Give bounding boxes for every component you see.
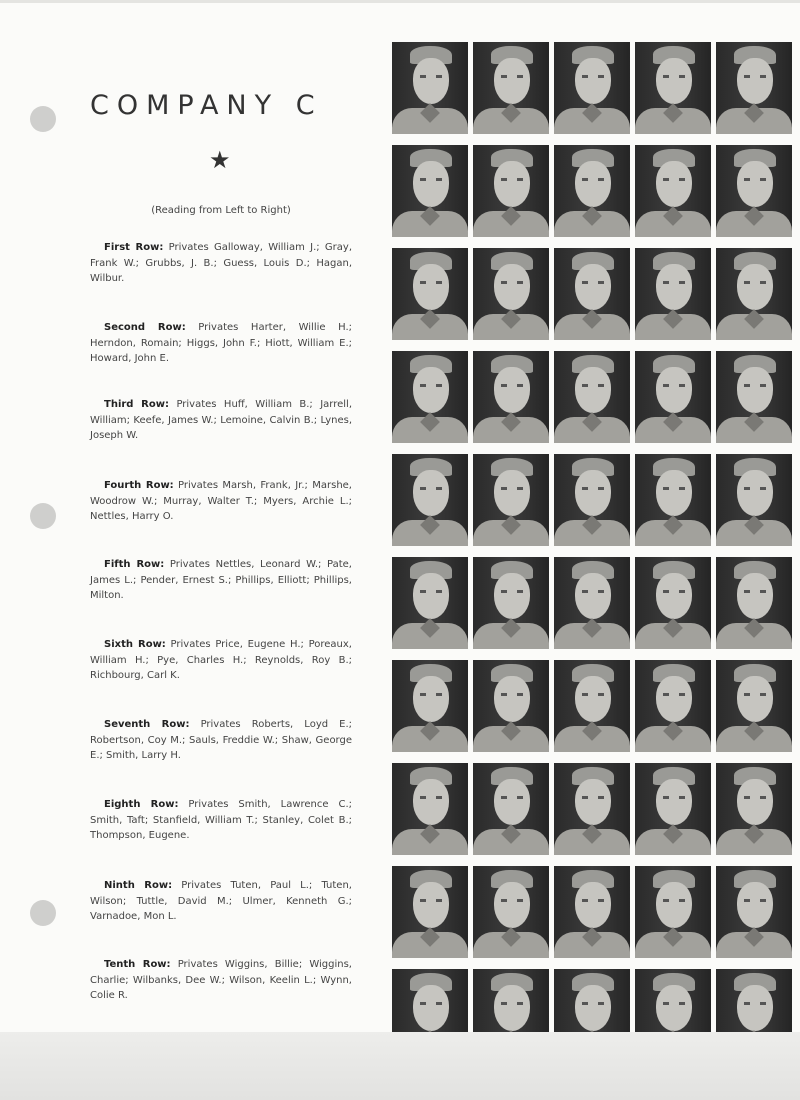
portrait-photo bbox=[392, 866, 468, 958]
portrait-eyes bbox=[501, 178, 523, 181]
portrait-photo bbox=[554, 763, 630, 855]
portrait-face bbox=[413, 779, 449, 825]
portrait-face bbox=[494, 779, 530, 825]
star-icon: ★ bbox=[209, 146, 231, 174]
row-caption-9 bbox=[90, 878, 352, 925]
portrait-eyes bbox=[582, 178, 604, 181]
portrait-eyes bbox=[420, 178, 442, 181]
portrait-eyes bbox=[744, 1002, 766, 1005]
portrait-eyes bbox=[582, 899, 604, 902]
portrait-face bbox=[413, 882, 449, 928]
portrait-eyes bbox=[582, 487, 604, 490]
portrait-eyes bbox=[744, 178, 766, 181]
portrait-face bbox=[494, 161, 530, 207]
row-label: Seventh Row: bbox=[104, 719, 190, 730]
portrait-eyes bbox=[663, 487, 685, 490]
portrait-eyes bbox=[420, 899, 442, 902]
portrait-face bbox=[575, 470, 611, 516]
portrait-eyes bbox=[744, 899, 766, 902]
portrait-face bbox=[575, 573, 611, 619]
portrait-face bbox=[656, 264, 692, 310]
portrait-photo bbox=[392, 351, 468, 443]
portrait-eyes bbox=[420, 796, 442, 799]
portrait-photo bbox=[392, 660, 468, 752]
portrait-eyes bbox=[663, 75, 685, 78]
portrait-eyes bbox=[420, 75, 442, 78]
row-names: Privates Harter, Willie H.; Herndon, Romain; Higgs, John F.; Hiott, William E.; Howard, John E. bbox=[90, 322, 352, 364]
portrait-face bbox=[737, 573, 773, 619]
portrait-face bbox=[575, 161, 611, 207]
portrait-face bbox=[737, 264, 773, 310]
row-names: Privates Marsh, Frank, Jr.; Marshe, Woodrow W.; Murray, Walter T.; Myers, Archie L.; Nettles, Harry O. bbox=[90, 480, 352, 522]
portrait-photo bbox=[716, 351, 792, 443]
portrait-face bbox=[656, 882, 692, 928]
portrait-face bbox=[413, 58, 449, 104]
portrait-photo bbox=[635, 145, 711, 237]
row-label: Third Row: bbox=[104, 399, 169, 410]
reading-note: (Reading from Left to Right) bbox=[151, 205, 291, 216]
portrait-face bbox=[737, 470, 773, 516]
row-names: Privates Nettles, Leonard W.; Pate, James L.; Pender, Ernest S.; Phillips, Elliott; Phillips, Milton. bbox=[90, 559, 352, 601]
portrait-photo bbox=[635, 351, 711, 443]
portrait-face bbox=[737, 161, 773, 207]
portrait-face bbox=[737, 367, 773, 413]
portrait-eyes bbox=[582, 384, 604, 387]
portrait-photo bbox=[635, 454, 711, 546]
row-names: Privates Roberts, Loyd E.; Robertson, Coy M.; Sauls, Freddie W.; Shaw, George E.; Smith, Larry H. bbox=[90, 719, 353, 761]
portrait-eyes bbox=[663, 384, 685, 387]
portrait-photo bbox=[473, 557, 549, 649]
portrait-eyes bbox=[582, 75, 604, 78]
row-caption-7 bbox=[90, 717, 352, 764]
portrait-eyes bbox=[663, 281, 685, 284]
portrait-eyes bbox=[420, 1002, 442, 1005]
portrait-face bbox=[413, 161, 449, 207]
binder-hole bbox=[30, 503, 56, 529]
portrait-eyes bbox=[582, 281, 604, 284]
portrait-eyes bbox=[501, 487, 523, 490]
page-title: COMPANY C bbox=[90, 90, 323, 121]
portrait-photo bbox=[635, 763, 711, 855]
portrait-eyes bbox=[420, 281, 442, 284]
portrait-face bbox=[656, 573, 692, 619]
portrait-face bbox=[575, 367, 611, 413]
portrait-photo bbox=[554, 660, 630, 752]
row-names: Privates Wiggins, Billie; Wiggins, Charlie; Wilbanks, Dee W.; Wilson, Keelin L.; Wynn, Colie R. bbox=[90, 959, 352, 1001]
portrait-face bbox=[413, 264, 449, 310]
portrait-photo bbox=[473, 248, 549, 340]
row-caption-4 bbox=[90, 478, 352, 525]
portrait-eyes bbox=[501, 693, 523, 696]
portrait-face bbox=[737, 58, 773, 104]
portrait-face bbox=[656, 985, 692, 1031]
portrait-face bbox=[656, 470, 692, 516]
portrait-eyes bbox=[501, 899, 523, 902]
portrait-face bbox=[737, 676, 773, 722]
portrait-face bbox=[737, 882, 773, 928]
portrait-face bbox=[494, 470, 530, 516]
portrait-eyes bbox=[501, 281, 523, 284]
portrait-face bbox=[413, 470, 449, 516]
portrait-photo bbox=[473, 145, 549, 237]
binder-hole bbox=[30, 106, 56, 132]
portrait-face bbox=[494, 367, 530, 413]
portrait-photo bbox=[392, 42, 468, 134]
portrait-face bbox=[494, 985, 530, 1031]
portrait-photo bbox=[635, 248, 711, 340]
portrait-face bbox=[575, 58, 611, 104]
row-label: Ninth Row: bbox=[104, 880, 173, 891]
portrait-photo bbox=[392, 145, 468, 237]
portrait-face bbox=[494, 573, 530, 619]
portrait-photo bbox=[473, 351, 549, 443]
portrait-photo bbox=[716, 454, 792, 546]
portrait-face bbox=[413, 985, 449, 1031]
row-label: Tenth Row: bbox=[104, 959, 171, 970]
portrait-photo bbox=[716, 660, 792, 752]
page-bottom-shadow bbox=[0, 1032, 800, 1100]
portrait-photo bbox=[473, 660, 549, 752]
row-label: Second Row: bbox=[104, 322, 186, 333]
page-top-edge bbox=[0, 0, 800, 3]
portrait-photo bbox=[473, 42, 549, 134]
portrait-photo bbox=[635, 660, 711, 752]
row-caption-3 bbox=[90, 397, 352, 444]
portrait-photo bbox=[473, 866, 549, 958]
portrait-eyes bbox=[744, 796, 766, 799]
portrait-photo bbox=[716, 145, 792, 237]
row-names: Privates Smith, Lawrence C.; Smith, Taft; Stanfield, William T.; Stanley, Colet B.; Thompson, Eugene. bbox=[90, 799, 352, 841]
portrait-photo bbox=[554, 248, 630, 340]
portrait-photo bbox=[716, 42, 792, 134]
portrait-face bbox=[575, 264, 611, 310]
portrait-photo bbox=[635, 42, 711, 134]
portrait-eyes bbox=[420, 590, 442, 593]
portrait-face bbox=[656, 367, 692, 413]
portrait-photo bbox=[554, 351, 630, 443]
row-caption-8 bbox=[90, 797, 352, 844]
portrait-eyes bbox=[420, 384, 442, 387]
portrait-face bbox=[413, 367, 449, 413]
portrait-face bbox=[494, 58, 530, 104]
portrait-eyes bbox=[663, 178, 685, 181]
portrait-photo bbox=[392, 454, 468, 546]
row-caption-6 bbox=[90, 637, 352, 684]
row-names: Privates Galloway, William J.; Gray, Frank W.; Grubbs, J. B.; Guess, Louis D.; Hagan, Wilbur. bbox=[90, 242, 352, 284]
portrait-face bbox=[413, 676, 449, 722]
portrait-face bbox=[656, 779, 692, 825]
row-label: Fifth Row: bbox=[104, 559, 165, 570]
row-caption-1 bbox=[90, 240, 352, 287]
portrait-photo bbox=[554, 42, 630, 134]
portrait-face bbox=[575, 779, 611, 825]
portrait-eyes bbox=[501, 590, 523, 593]
row-names: Privates Price, Eugene H.; Poreaux, William H.; Pye, Charles H.; Reynolds, Roy B.; Richbourg, Carl K. bbox=[90, 639, 352, 681]
portrait-eyes bbox=[744, 693, 766, 696]
portrait-eyes bbox=[663, 899, 685, 902]
portrait-eyes bbox=[663, 590, 685, 593]
portrait-face bbox=[656, 676, 692, 722]
portrait-photo bbox=[716, 557, 792, 649]
portrait-face bbox=[575, 882, 611, 928]
row-label: Sixth Row: bbox=[104, 639, 166, 650]
portrait-photo bbox=[716, 248, 792, 340]
portrait-eyes bbox=[744, 75, 766, 78]
row-caption-5 bbox=[90, 557, 352, 604]
row-caption-10 bbox=[90, 957, 352, 1004]
row-names: Privates Tuten, Paul L.; Tuten, Wilson; Tuttle, David M.; Ulmer, Kenneth G.; Varnadoe, Mon L. bbox=[90, 880, 352, 922]
portrait-photo bbox=[554, 557, 630, 649]
portrait-eyes bbox=[744, 590, 766, 593]
portrait-eyes bbox=[663, 1002, 685, 1005]
row-label: Fourth Row: bbox=[104, 480, 174, 491]
portrait-photo bbox=[473, 763, 549, 855]
row-label: Eighth Row: bbox=[104, 799, 179, 810]
portrait-photo bbox=[635, 557, 711, 649]
portrait-face bbox=[737, 779, 773, 825]
portrait-photo bbox=[716, 763, 792, 855]
portrait-photo bbox=[554, 866, 630, 958]
portrait-face bbox=[494, 676, 530, 722]
portrait-eyes bbox=[582, 590, 604, 593]
portrait-eyes bbox=[663, 693, 685, 696]
row-label: First Row: bbox=[104, 242, 164, 253]
row-caption-2 bbox=[90, 320, 352, 367]
portrait-photo bbox=[554, 145, 630, 237]
portrait-face bbox=[494, 882, 530, 928]
portrait-eyes bbox=[501, 1002, 523, 1005]
portrait-face bbox=[656, 161, 692, 207]
portrait-eyes bbox=[420, 693, 442, 696]
portrait-face bbox=[656, 58, 692, 104]
portrait-photo bbox=[392, 557, 468, 649]
portrait-face bbox=[575, 676, 611, 722]
portrait-face bbox=[575, 985, 611, 1031]
portrait-eyes bbox=[501, 796, 523, 799]
portrait-eyes bbox=[744, 281, 766, 284]
portrait-eyes bbox=[420, 487, 442, 490]
portrait-photo bbox=[716, 866, 792, 958]
portrait-eyes bbox=[663, 796, 685, 799]
portrait-face bbox=[737, 985, 773, 1031]
binder-hole bbox=[30, 900, 56, 926]
portrait-eyes bbox=[744, 487, 766, 490]
portrait-eyes bbox=[501, 75, 523, 78]
portrait-photo bbox=[554, 454, 630, 546]
portrait-eyes bbox=[501, 384, 523, 387]
portrait-photo bbox=[392, 763, 468, 855]
portrait-eyes bbox=[582, 796, 604, 799]
portrait-face bbox=[413, 573, 449, 619]
row-names: Privates Huff, William B.; Jarrell, William; Keefe, James W.; Lemoine, Calvin B.; Lynes, Joseph W. bbox=[90, 399, 352, 441]
portrait-photo bbox=[473, 454, 549, 546]
portrait-photo bbox=[635, 866, 711, 958]
portrait-grid bbox=[392, 42, 792, 1027]
portrait-eyes bbox=[744, 384, 766, 387]
portrait-photo bbox=[392, 248, 468, 340]
portrait-eyes bbox=[582, 693, 604, 696]
portrait-face bbox=[494, 264, 530, 310]
portrait-eyes bbox=[582, 1002, 604, 1005]
